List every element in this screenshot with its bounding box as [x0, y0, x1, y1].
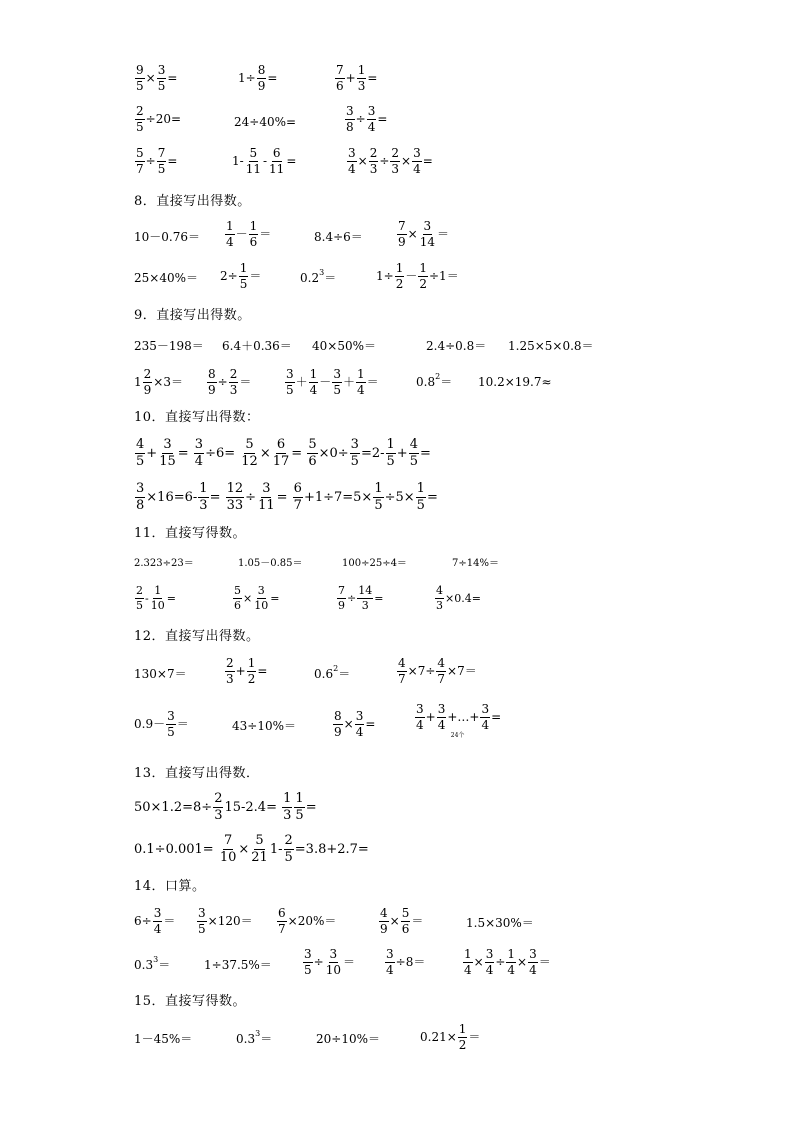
q9-row2-expr1: 1 $\frac{2}{9}$ ×3＝ [134, 367, 183, 397]
fraction: $\frac{1}{4}$ [309, 367, 318, 397]
fraction: $\frac{3}{10}$ [325, 947, 341, 977]
q14-row2-expr3: $\frac{3}{5}$ ÷ $\frac{3}{10}$ ＝ [304, 947, 355, 977]
fraction: $\frac{14}{3}$ [358, 584, 373, 612]
q13-heading: 13．直接写出得数． [134, 766, 260, 781]
fraction: $\frac{3}{4}$ [413, 146, 421, 176]
fraction: $\frac{1}{3}$ [199, 481, 208, 513]
fraction: $\frac{1}{2}$ [458, 1022, 467, 1052]
q8-row1-expr2: $\frac{1}{4}$ － $\frac{1}{6}$ ＝ [226, 219, 272, 249]
q14-row1-expr5: 1.5×30%＝ [466, 916, 534, 930]
q9-row2-expr2: $\frac{8}{9}$ ÷ $\frac{2}{3}$ ＝ [208, 367, 252, 397]
q14-row2-expr4: $\frac{3}{4}$ ÷8＝ [386, 947, 426, 977]
q14-row1-expr3: $\frac{6}{7}$ ×20%＝ [278, 906, 337, 936]
fraction: $\frac{6}{11}$ [269, 146, 285, 176]
q8-row2-expr1: 25×40%＝ [134, 271, 198, 285]
q8-row2-expr3: 0.2 3 ＝ [300, 268, 337, 285]
fraction: $\frac{6}{17}$ [272, 437, 290, 469]
fraction: $\frac{1}{5}$ [416, 481, 425, 513]
fraction: $\frac{6}{7}$ [278, 906, 286, 936]
q7-row1-expr1: $\frac{9}{5}$ × $\frac{3}{5}$ = [136, 63, 178, 93]
fraction: $\frac{5}{21}$ [251, 833, 268, 865]
fraction: $\frac{3}{8}$ [136, 481, 145, 513]
fraction: $\frac{3}{5}$ [167, 709, 175, 739]
q12-row2-expr2: 43÷10%＝ [232, 719, 296, 733]
q8-row1-expr1: 10－0.76＝ [134, 230, 200, 244]
fraction: $\frac{2}{3}$ [229, 367, 238, 397]
fraction: $\frac{12}{33}$ [226, 481, 244, 513]
q11-heading: 11．直接写得数。 [134, 526, 247, 541]
q12-row2-expr1: 0.9－ $\frac{3}{5}$ ＝ [134, 709, 189, 739]
q14-row1-expr2: $\frac{3}{5}$ ×120＝ [198, 906, 253, 936]
fraction: $\frac{1}{2}$ [395, 261, 404, 291]
q8-row1-expr3: 8.4÷6＝ [314, 230, 363, 244]
q11-row1-expr2: 1.05－0.85＝ [238, 558, 303, 569]
fraction: $\frac{4}{5}$ [409, 437, 418, 469]
q12-row1-expr3: 0.6 2 ＝ [314, 664, 351, 681]
fraction: $\frac{1}{3}$ [283, 791, 292, 823]
q13-row1-expr: 50×1.2= 8÷ $\frac{2}{3}$ 15-2.4= $\frac{1}{3}$ $\frac{1}{5}$ = [134, 791, 317, 823]
q10-heading: 10．直接写出得数： [134, 410, 260, 425]
fraction: $\frac{1}{5}$ [386, 437, 395, 469]
q10-row2-expr: $\frac{3}{8}$ ×16=6- $\frac{1}{3}$ = $\frac{12}{33}$ ÷ $\frac{3}{11}$ = $\frac{6}{7}$ +1÷7=5× $\frac{1}{5}$ ÷5× $\frac{1}{5}$ = [136, 481, 438, 513]
q11-row2-expr2: $\frac{5}{6}$ × $\frac{3}{10}$ = [234, 584, 280, 612]
fraction: $\frac{4}{3}$ [436, 584, 443, 612]
fraction: $\frac{5}{11}$ [245, 146, 261, 176]
q14-row1-expr4: $\frac{4}{9}$ × $\frac{5}{6}$ ＝ [380, 906, 424, 936]
fraction: $\frac{7}{6}$ [336, 63, 344, 93]
q12-row1-expr2: $\frac{2}{3}$ + $\frac{1}{2}$ = [226, 656, 268, 686]
count-note: 24个 [450, 732, 465, 740]
q7-row2-expr2: 24÷40%= [234, 115, 297, 129]
fraction: $\frac{7}{9}$ [338, 584, 345, 612]
q8-row2-expr4: 1÷ $\frac{1}{2}$ － $\frac{1}{2}$ ÷1＝ [376, 261, 459, 291]
fraction: $\frac{3}{4}$ [153, 906, 162, 936]
fraction: $\frac{1}{3}$ [357, 63, 366, 93]
fraction: $\frac{3}{4}$ [348, 146, 356, 176]
q9-row1-expr4: 2.4÷0.8＝ [426, 339, 487, 353]
fraction: $\frac{3}{5}$ [333, 367, 341, 397]
q9-row1-expr5: 1.25×5×0.8＝ [508, 339, 594, 353]
q7-row3-expr1: $\frac{5}{7}$ ÷ $\frac{7}{5}$ = [136, 146, 178, 176]
fraction: $\frac{5}{6}$ [401, 906, 410, 936]
fraction: $\frac{3}{5}$ [157, 63, 166, 93]
fraction: $\frac{2}{5}$ [136, 584, 143, 612]
q9-row1-expr3: 40×50%＝ [312, 339, 376, 353]
q11-row1-expr1: 2.323÷23＝ [134, 558, 194, 569]
q15-row1-expr3: 20÷10%＝ [316, 1032, 380, 1046]
q11-row2-expr3: $\frac{7}{9}$ ÷ $\frac{14}{3}$ = [338, 584, 384, 612]
fraction: $\frac{3}{11}$ [258, 481, 275, 513]
fraction: $\frac{3}{5}$ [350, 437, 359, 469]
fraction: $\frac{3}{4}$ [355, 709, 364, 739]
q7-row2-expr1: $\frac{2}{5}$ ÷20= [136, 104, 182, 134]
fraction: $\frac{1}{4}$ [507, 947, 516, 977]
fraction: $\frac{1}{6}$ [249, 219, 258, 249]
q11-row1-expr3: 100÷25÷4＝ [342, 558, 407, 569]
q9-row1-expr1: 235－198＝ [134, 339, 204, 353]
q14-row2-expr1: 0.3 3 ＝ [134, 955, 171, 972]
fraction: $\frac{3}{5}$ [286, 367, 294, 397]
fraction: $\frac{3}{4}$ [437, 702, 446, 732]
fraction: $\frac{4}{9}$ [380, 906, 388, 936]
fraction: $\frac{7}{5}$ [157, 146, 166, 176]
q9-row2-expr3: $\frac{3}{5}$ ＋ $\frac{1}{4}$ － $\frac{3}{5}$ ＋ $\frac{1}{4}$ ＝ [286, 367, 379, 397]
q8-heading: 8．直接写出得数。 [134, 194, 251, 209]
fraction: $\frac{3}{4}$ [367, 104, 376, 134]
q15-row1-expr4: 0.21× $\frac{1}{2}$ ＝ [420, 1022, 481, 1052]
fraction: $\frac{5}{12}$ [241, 437, 258, 469]
repeated-sum: $\frac{3}{4}$ + $\frac{3}{4}$ +…+ $\frac{3}{4}$ = 24个 [416, 702, 502, 740]
fraction: $\frac{2}{3}$ [391, 146, 400, 176]
q7-row3-expr3: $\frac{3}{4}$ × $\frac{2}{3}$ ÷ $\frac{2}{3}$ × $\frac{3}{4}$ = [348, 146, 433, 176]
fraction: $\frac{3}{4}$ [416, 702, 424, 732]
fraction: $\frac{5}{6}$ [234, 584, 241, 612]
fraction: $\frac{3}{4}$ [386, 947, 394, 977]
fraction: $\frac{3}{10}$ [254, 584, 269, 612]
fraction: $\frac{3}{4}$ [485, 947, 494, 977]
fraction: $\frac{8}{9}$ [257, 63, 266, 93]
fraction: $\frac{8}{9}$ [334, 709, 342, 739]
fraction: $\frac{1}{5}$ [295, 791, 304, 823]
fraction: $\frac{1}{2}$ [247, 656, 256, 686]
fraction: $\frac{2}{9}$ [143, 367, 152, 397]
q7-row3-expr2: 1- $\frac{5}{11}$ - $\frac{6}{11}$ = [232, 146, 297, 176]
q15-row1-expr1: 1－45%＝ [134, 1032, 193, 1046]
q12-row2-expr4 [414, 703, 501, 739]
fraction: $\frac{1}{5}$ [374, 481, 383, 513]
fraction: $\frac{7}{9}$ [398, 219, 406, 249]
q9-heading: 9．直接写出得数。 [134, 308, 251, 323]
fraction: $\frac{3}{4}$ [194, 437, 204, 469]
fraction: $\frac{3}{4}$ [529, 947, 537, 977]
q7-row1-expr3: $\frac{7}{6}$ + $\frac{1}{3}$ = [336, 63, 378, 93]
q9-row1-expr2: 6.4＋0.36＝ [222, 339, 292, 353]
q11-row1-expr4: 7÷14%＝ [452, 558, 499, 569]
q12-row2-expr3: $\frac{8}{9}$ × $\frac{3}{4}$ = [334, 709, 376, 739]
fraction: $\frac{5}{6}$ [308, 437, 317, 469]
q7-row2-expr3: $\frac{3}{8}$ ÷ $\frac{3}{4}$ = [346, 104, 388, 134]
q11-row2-expr4: $\frac{4}{3}$ ×0.4= [436, 584, 481, 612]
fraction: $\frac{1}{4}$ [464, 947, 472, 977]
q8-row1-expr4: $\frac{7}{9}$ × $\frac{3}{14}$ ＝ [398, 219, 449, 249]
q9-row2-expr4: 0.8 2 ＝ [416, 372, 453, 389]
fraction: $\frac{4}{7}$ [437, 656, 446, 686]
fraction: $\frac{3}{4}$ [481, 702, 490, 732]
q12-row1-expr4: $\frac{4}{7}$ ×7÷ $\frac{4}{7}$ ×7＝ [398, 656, 477, 686]
q14-row2-expr5: $\frac{1}{4}$ × $\frac{3}{4}$ ÷ $\frac{1}{4}$ × $\frac{3}{4}$ ＝ [464, 947, 551, 977]
fraction: $\frac{3}{5}$ [198, 906, 206, 936]
fraction: $\frac{2}{5}$ [136, 104, 144, 134]
q11-row2-expr1: $\frac{2}{5}$ - $\frac{1}{10}$ = [136, 584, 176, 612]
fraction: $\frac{4}{7}$ [398, 656, 406, 686]
fraction: $\frac{6}{7}$ [293, 481, 302, 513]
fraction: $\frac{5}{7}$ [136, 146, 144, 176]
fraction: $\frac{3}{14}$ [419, 219, 435, 249]
q10-row1-expr: $\frac{4}{5}$ + $\frac{3}{15}$ = $\frac{3}{4}$ ÷6= $\frac{5}{12}$ × $\frac{6}{17}$ = $\frac{5}{6}$ ×0÷ $\frac{3}{5}$ =2- $\frac{1}{5}$ + $\frac{4}{5}$ = [136, 437, 431, 469]
q15-heading: 15．直接写得数。 [134, 994, 247, 1009]
q14-heading: 14．口算。 [134, 879, 206, 894]
fraction: $\frac{9}{5}$ [136, 63, 144, 93]
fraction: $\frac{1}{4}$ [356, 367, 365, 397]
q12-heading: 12．直接写出得数。 [134, 629, 260, 644]
fraction: $\frac{1}{5}$ [239, 261, 248, 291]
fraction: $\frac{1}{2}$ [419, 261, 427, 291]
fraction: $\frac{2}{3}$ [214, 791, 223, 823]
fraction: $\frac{3}{15}$ [159, 437, 176, 469]
q14-row1-expr1: 6÷ $\frac{3}{4}$ ＝ [134, 906, 176, 936]
fraction: $\frac{3}{5}$ [304, 947, 312, 977]
fraction: $\frac{2}{5}$ [284, 833, 293, 865]
fraction: $\frac{8}{9}$ [208, 367, 216, 397]
fraction: $\frac{1}{10}$ [150, 584, 165, 612]
q7-row1-expr2: 1÷ $\frac{8}{9}$ = [238, 63, 278, 93]
fraction: $\frac{7}{10}$ [219, 833, 237, 865]
q13-row2-expr: 0.1÷0.001= $\frac{7}{10}$ × $\frac{5}{21}$ 1- $\frac{2}{5}$ =3.8+2.7= [134, 833, 369, 865]
fraction: $\frac{3}{8}$ [346, 104, 354, 134]
fraction: $\frac{2}{3}$ [226, 656, 234, 686]
fraction: $\frac{1}{4}$ [226, 219, 234, 249]
fraction: $\frac{4}{5}$ [136, 437, 145, 469]
q9-row2-expr5: 10.2×19.7≈ [478, 375, 552, 389]
q15-row1-expr2: 0.3 3 ＝ [236, 1029, 273, 1046]
q12-row1-expr1: 130×7＝ [134, 667, 187, 681]
q14-row2-expr2: 1÷37.5%＝ [204, 958, 272, 972]
q8-row2-expr2: 2÷ $\frac{1}{5}$ ＝ [220, 261, 262, 291]
fraction: $\frac{2}{3}$ [369, 146, 378, 176]
